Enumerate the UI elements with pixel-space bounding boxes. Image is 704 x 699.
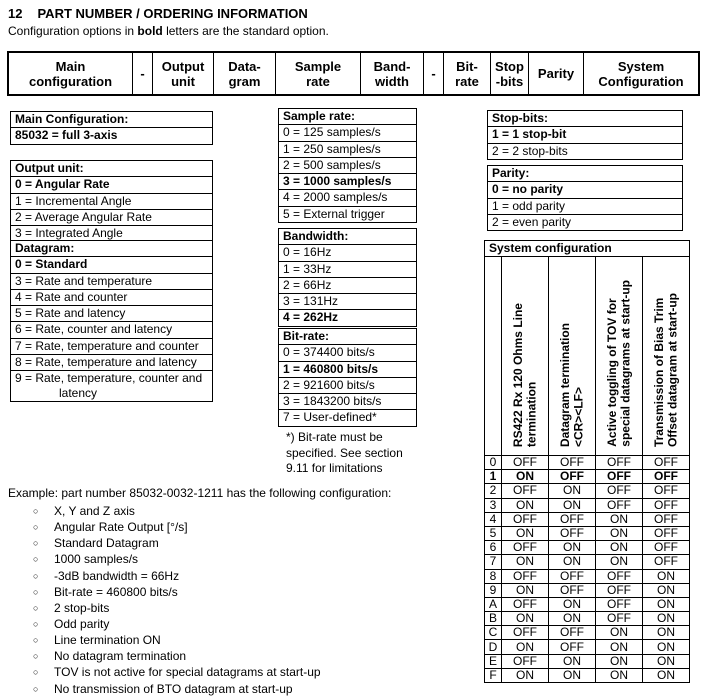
example-item: [33, 503, 321, 519]
option-row-text: 8 = Rate, temperature and latency: [15, 355, 197, 370]
part-code-cell: [444, 53, 491, 94]
option-box-title: Datagram:: [11, 241, 212, 257]
subtitle-post: letters are the standard option.: [162, 24, 329, 38]
sys-row-value: ON: [596, 555, 643, 569]
option-row: [279, 245, 416, 261]
option-row: [11, 257, 212, 273]
option-box-title: Bit-rate:: [279, 329, 416, 345]
example-item-text: TOV is not active for special datagrams at start-up: [54, 665, 321, 680]
option-row: [279, 362, 416, 378]
option-row: [488, 215, 682, 230]
option-row-text: 0 = 125 samples/s: [283, 125, 381, 140]
option-row-text: 0 = Standard: [15, 257, 88, 272]
sys-row-value: ON: [596, 640, 643, 654]
part-code-cell-label: Data- gram: [228, 58, 261, 89]
sys-row-value: ON: [502, 668, 549, 682]
sys-row-value: OFF: [549, 626, 596, 640]
bitrate-note: *) Bit-rate must be specified. See section 9.11 for limitations: [286, 430, 403, 475]
option-row-text-continued: latency: [59, 385, 98, 400]
bullet-icon: ○: [33, 683, 39, 694]
option-box-title: Output unit:: [11, 161, 212, 177]
option-row-text: 85032 = full 3-axis: [15, 128, 118, 143]
option-row: [279, 310, 416, 325]
example-item: [33, 584, 321, 600]
sys-row: [485, 470, 690, 484]
sys-row: [485, 512, 690, 526]
part-code-cell: [424, 53, 444, 94]
output-unit-box: [10, 160, 213, 242]
option-row: [279, 278, 416, 294]
sys-row-value: OFF: [643, 484, 690, 498]
part-code-cell-label: -: [431, 66, 436, 81]
example-item-text: Angular Rate Output [°/s]: [54, 520, 188, 535]
option-row: [279, 410, 416, 425]
sys-row-label: C: [485, 626, 502, 640]
sys-row: [485, 569, 690, 583]
parity-box: [487, 165, 683, 231]
option-row-text: 1 = 250 samples/s: [283, 141, 381, 156]
option-row: [279, 190, 416, 206]
example-item-text: -3dB bandwidth = 66Hz: [54, 568, 180, 583]
part-code-table: [7, 51, 700, 96]
sys-row-value: ON: [502, 640, 549, 654]
option-box-title: Parity:: [488, 166, 682, 182]
sys-row-value: OFF: [643, 526, 690, 540]
bullet-icon: ○: [33, 554, 39, 565]
option-row-text: 3 = 1000 samples/s: [283, 174, 392, 189]
option-row-text: 2 = 921600 bits/s: [283, 377, 375, 392]
sys-row: [485, 484, 690, 498]
sys-row-value: ON: [502, 526, 549, 540]
part-code-cell: [584, 53, 698, 94]
sys-row: [485, 626, 690, 640]
sys-row-value: ON: [549, 654, 596, 668]
option-row: [279, 378, 416, 394]
sys-row-value: OFF: [643, 541, 690, 555]
option-row-text: 7 = Rate, temperature and counter: [15, 338, 199, 353]
sys-row-label: 6: [485, 541, 502, 555]
part-code-cell: [9, 53, 133, 94]
option-row-text: 7 = User-defined*: [283, 410, 377, 425]
option-row-text: 0 = 16Hz: [283, 245, 332, 260]
option-row-text: 6 = Rate, counter and latency: [15, 322, 173, 337]
option-row-text: 2 = even parity: [492, 214, 572, 229]
example-item-text: No datagram termination: [54, 649, 187, 664]
sys-column-header: RS422 Rx 120 Ohms Line termination: [510, 302, 538, 447]
example-item-text: No transmission of BTO datagram at start-up: [54, 681, 293, 696]
option-row: [11, 128, 212, 143]
option-row-text: 3 = Rate and temperature: [15, 273, 153, 288]
sys-row-label: 2: [485, 484, 502, 498]
option-row: [279, 142, 416, 158]
sys-row-value: OFF: [502, 626, 549, 640]
sys-head-corner-cell: [485, 257, 502, 456]
part-code-cell: [529, 53, 584, 94]
sys-row-value: OFF: [596, 484, 643, 498]
option-row: [11, 177, 212, 193]
bullet-icon: ○: [33, 586, 39, 597]
option-row: [488, 182, 682, 198]
sys-row-value: ON: [596, 526, 643, 540]
option-row-text: 0 = 374400 bits/s: [283, 345, 375, 360]
system-configuration-title: System configuration: [485, 241, 690, 257]
sys-row-value: ON: [502, 498, 549, 512]
option-row-text: 1 = 460800 bits/s: [283, 361, 379, 376]
sys-row: [485, 612, 690, 626]
part-code-cell-label: Sample rate: [294, 58, 342, 89]
part-code-cell: [133, 53, 153, 94]
sys-row-label: 4: [485, 512, 502, 526]
option-row: [488, 144, 682, 159]
sys-row-value: OFF: [502, 569, 549, 583]
part-code-cell-label: Output unit: [161, 58, 205, 89]
stop-bits-box: [487, 110, 683, 160]
option-box-title: Stop-bits:: [488, 111, 682, 127]
option-row-text: 5 = Rate and latency: [15, 306, 126, 321]
sys-row-value: OFF: [549, 456, 596, 470]
sys-column-header: Active toggling of TOV for special datagrams at start-up: [604, 280, 632, 447]
example-item: [33, 648, 321, 664]
sys-head-cell: [549, 257, 596, 456]
bullet-icon: ○: [33, 506, 39, 517]
option-row: [11, 274, 212, 290]
main-configuration-box: [10, 111, 213, 145]
sys-row-value: ON: [549, 597, 596, 611]
sys-row-value: ON: [549, 484, 596, 498]
option-row: [11, 306, 212, 322]
option-box-title: Sample rate:: [279, 109, 416, 125]
option-row-text: 1 = Incremental Angle: [15, 193, 132, 208]
sample-rate-box: [278, 108, 417, 223]
sys-row-value: OFF: [596, 569, 643, 583]
option-row-text: 0 = no parity: [492, 182, 564, 197]
sys-row-value: ON: [549, 498, 596, 512]
option-row: [279, 125, 416, 141]
sys-row-value: OFF: [502, 597, 549, 611]
option-row-text: 4 = Rate and counter: [15, 289, 128, 304]
sys-head-cell: [596, 257, 643, 456]
option-row-text: 2 = 500 samples/s: [283, 157, 381, 172]
option-row-text: 1 = 1 stop-bit: [492, 127, 567, 142]
sys-row-value: OFF: [502, 512, 549, 526]
option-row-text: 9 = Rate, temperature, counter and: [15, 371, 203, 386]
example-item-text: Bit-rate = 460800 bits/s: [54, 584, 178, 599]
bullet-icon: ○: [33, 602, 39, 613]
sys-row-value: OFF: [643, 470, 690, 484]
sys-row: [485, 668, 690, 682]
option-row-text: 3 = 131Hz: [283, 294, 339, 309]
sys-row-label: 7: [485, 555, 502, 569]
example-item: [33, 519, 321, 535]
part-code-cell-label: Stop -bits: [495, 58, 524, 89]
sys-row-value: ON: [596, 668, 643, 682]
sys-row-value: OFF: [596, 498, 643, 512]
bandwidth-box: [278, 228, 417, 327]
sys-row-value: ON: [643, 569, 690, 583]
sys-row: [485, 583, 690, 597]
bullet-icon: ○: [33, 522, 39, 533]
section-number: 12: [8, 6, 23, 21]
subtitle-bold-word: bold: [137, 24, 163, 38]
part-code-cell: [276, 53, 361, 94]
sys-row-value: ON: [596, 541, 643, 555]
sys-row-value: OFF: [596, 597, 643, 611]
sys-row: [485, 456, 690, 470]
bullet-icon: ○: [33, 538, 39, 549]
part-code-cell: [361, 53, 424, 94]
option-row: [279, 174, 416, 190]
option-row-text: 0 = Angular Rate: [15, 177, 110, 192]
sys-row-value: OFF: [596, 583, 643, 597]
example-item-text: Line termination ON: [54, 633, 161, 648]
option-row: [279, 207, 416, 222]
sys-row-value: OFF: [596, 612, 643, 626]
sys-row-value: ON: [549, 612, 596, 626]
example-item: [33, 681, 321, 697]
bit-rate-box: [278, 328, 417, 427]
example-item: [33, 551, 321, 567]
part-code-cell: [214, 53, 276, 94]
sys-column-header: Datagram termination <CR><LF>: [557, 322, 585, 447]
part-code-cell-label: Main configuration: [28, 58, 113, 89]
example-item: [33, 600, 321, 616]
sys-row-label: 9: [485, 583, 502, 597]
option-row: [11, 210, 212, 226]
option-row: [11, 290, 212, 306]
system-configuration-table: [484, 240, 690, 683]
sys-column-header: Transmission of Bias Trim Offset datagram at start-up: [651, 292, 680, 447]
option-row-text: 2 = 2 stop-bits: [492, 143, 568, 158]
part-code-cell-label: -: [140, 66, 145, 81]
option-row: [11, 355, 212, 371]
option-row: [488, 127, 682, 143]
sys-row-value: OFF: [549, 526, 596, 540]
sys-row-value: OFF: [549, 640, 596, 654]
sys-row-value: ON: [502, 612, 549, 626]
section-subtitle: [8, 24, 329, 38]
example-item: [33, 535, 321, 551]
sys-row-value: ON: [643, 597, 690, 611]
sys-row-value: ON: [549, 541, 596, 555]
option-row-text: 2 = 66Hz: [283, 277, 332, 292]
sys-row: [485, 498, 690, 512]
sys-row-label: 8: [485, 569, 502, 583]
sys-row-label: D: [485, 640, 502, 654]
option-row: [488, 199, 682, 215]
sys-row-value: ON: [596, 654, 643, 668]
sys-row-value: OFF: [502, 484, 549, 498]
sys-row: [485, 555, 690, 569]
sys-row: [485, 597, 690, 611]
option-row: [279, 394, 416, 410]
option-row: [279, 262, 416, 278]
option-row: [11, 194, 212, 210]
option-row-text: 5 = External trigger: [283, 206, 385, 221]
sys-row-value: ON: [502, 470, 549, 484]
example-item-text: X, Y and Z axis: [54, 504, 135, 519]
example-item-text: 1000 samples/s: [54, 552, 139, 567]
sys-row-label: 5: [485, 526, 502, 540]
bullet-icon: ○: [33, 619, 39, 630]
part-code-cell-label: Parity: [537, 66, 575, 81]
sys-row-value: ON: [596, 626, 643, 640]
sys-head-cell: [502, 257, 549, 456]
sys-head-cell: [643, 257, 690, 456]
sys-row-label: B: [485, 612, 502, 626]
sys-row-value: ON: [502, 583, 549, 597]
example-item: [33, 568, 321, 584]
sys-row-value: ON: [502, 555, 549, 569]
sys-row-value: ON: [643, 640, 690, 654]
option-box-title: Main Configuration:: [11, 112, 212, 128]
example-item: [33, 632, 321, 648]
sys-row-value: OFF: [596, 456, 643, 470]
example-item-text: 2 stop-bits: [54, 600, 110, 615]
sys-row-label: 1: [485, 470, 502, 484]
option-row-text: 4 = 262Hz: [283, 310, 339, 325]
sys-row-value: OFF: [643, 456, 690, 470]
option-row-text: 3 = 1843200 bits/s: [283, 394, 382, 409]
sys-row-value: ON: [643, 626, 690, 640]
option-row: [279, 158, 416, 174]
part-code-cell-label: Bit- rate: [455, 58, 479, 89]
example-intro: Example: part number 85032-0032-1211 has the following configuration:: [8, 486, 392, 500]
example-item-text: Standard Datagram: [54, 536, 159, 551]
sys-row: [485, 541, 690, 555]
sys-row: [485, 640, 690, 654]
sys-row-label: 3: [485, 498, 502, 512]
option-row: [11, 322, 212, 338]
option-row-text: 2 = Average Angular Rate: [15, 209, 152, 224]
subtitle-pre: Configuration options in: [8, 24, 138, 38]
section-title: [8, 6, 308, 21]
option-row-text: 1 = 33Hz: [283, 261, 332, 276]
sys-row-value: OFF: [549, 512, 596, 526]
sys-row-value: ON: [643, 612, 690, 626]
example-item: [33, 664, 321, 680]
option-row-text: 3 = Integrated Angle: [15, 226, 123, 241]
example-item: [33, 616, 321, 632]
bullet-icon: ○: [33, 667, 39, 678]
bullet-icon: ○: [33, 651, 39, 662]
sys-row: [485, 526, 690, 540]
option-row: [11, 371, 212, 401]
sys-row-value: ON: [549, 668, 596, 682]
sys-row-label: E: [485, 654, 502, 668]
sys-row-value: OFF: [549, 470, 596, 484]
option-row: [279, 345, 416, 361]
option-row-text: 4 = 2000 samples/s: [283, 190, 388, 205]
part-code-cell: [491, 53, 529, 94]
sys-row-value: OFF: [643, 555, 690, 569]
sys-row-value: ON: [643, 668, 690, 682]
sys-row-value: ON: [596, 512, 643, 526]
sys-row: [485, 654, 690, 668]
sys-row-value: OFF: [502, 541, 549, 555]
sys-row-value: OFF: [643, 498, 690, 512]
option-row: [279, 294, 416, 310]
sys-row-value: ON: [643, 654, 690, 668]
sys-row-label: F: [485, 668, 502, 682]
datagram-box: [10, 240, 213, 402]
part-code-cell-label: Band- width: [373, 58, 411, 89]
sys-row-value: OFF: [502, 456, 549, 470]
section-title-text: PART NUMBER / ORDERING INFORMATION: [37, 6, 308, 21]
sys-row-label: A: [485, 597, 502, 611]
option-row: [11, 339, 212, 355]
bullet-icon: ○: [33, 570, 39, 581]
part-code-cell: [153, 53, 214, 94]
sys-row-label: 0: [485, 456, 502, 470]
sys-row-value: OFF: [502, 654, 549, 668]
sys-row-value: OFF: [549, 569, 596, 583]
sys-row-value: OFF: [596, 470, 643, 484]
example-item-text: Odd parity: [54, 617, 110, 632]
sys-row-value: ON: [643, 583, 690, 597]
option-row-text: 1 = odd parity: [492, 198, 566, 213]
example-list: [33, 503, 321, 697]
sys-row-value: OFF: [643, 512, 690, 526]
option-box-title: Bandwidth:: [279, 229, 416, 245]
sys-row-value: ON: [549, 555, 596, 569]
part-code-cell-label: System Configuration: [598, 58, 684, 89]
sys-row-value: OFF: [549, 583, 596, 597]
bullet-icon: ○: [33, 635, 39, 646]
